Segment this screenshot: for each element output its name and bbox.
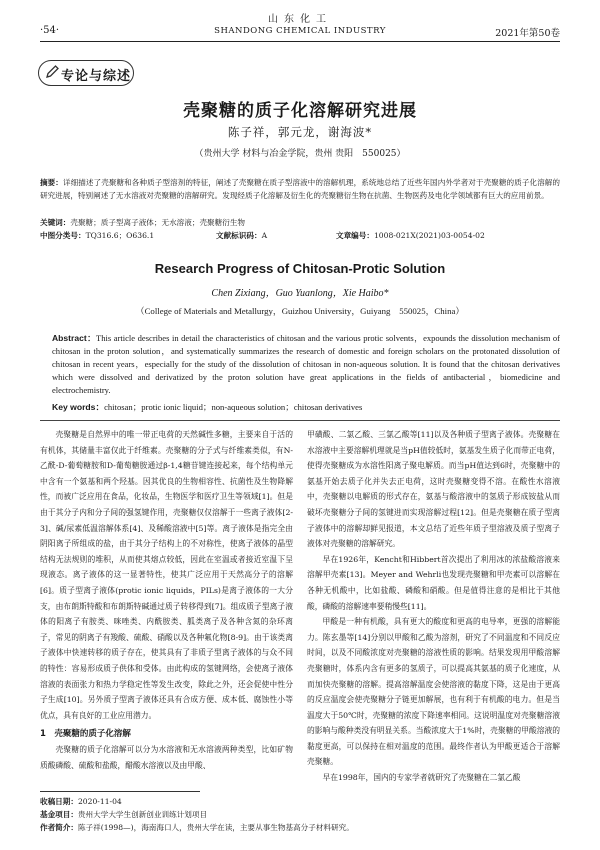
authors-cn: 陈子祥，郭元龙，谢海波* [227, 125, 373, 139]
abstract-cn-text: 详细描述了壳聚糖和各种质子型溶剂的特征，阐述了壳聚糖在质子型溶液中的溶解机理，系统地总结了近些年国内外学者对于壳聚糖的质子化溶解的研究进展，特别阐述了无水溶液对壳聚糖的溶解研究。发现经质子化溶解及衍生化的壳聚糖衍生物在抗菌、生物医药及电化学领域都有巨大的应用前景。 [40, 178, 561, 201]
author-bio-label: 作者简介： [40, 823, 78, 832]
body-column-right [307, 427, 560, 823]
column-label: 专论与综述 [61, 69, 132, 84]
body-paragraph: 壳聚糖的质子化溶解可以分为水溶液和无水溶液两种类型，比如矿物质酸磷酸、硫酸和盐酸，醋酸水溶液以及由甲酸、 [40, 745, 293, 770]
article-id [336, 230, 485, 242]
fund-info [40, 808, 560, 821]
doc-code-value: A [261, 231, 268, 240]
section-heading: 1 壳聚糖的质子化溶解 [40, 729, 131, 739]
clc-code [40, 230, 154, 242]
keywords-cn [40, 216, 560, 229]
journal-name-en: SHANDONG CHEMICAL INDUSTRY [214, 26, 386, 36]
received-value: 2020-11-04 [77, 797, 122, 806]
affiliation-en: （College of Materials and Metallurgy，Guizhou University，Guiyang 550025，China） [135, 306, 465, 316]
body-paragraph: 壳聚糖是自然界中的唯一带正电荷的天然碱性多糖，主要来自于活的有机体，其储量丰富仅此于纤维素。壳聚糖的分子式与纤维素类似，有N-乙酰-D-葡萄糖胺和D-葡萄糖胺通过β-1,4糖苷键连接起来，每个结构单元中含有一个氨基和两个羟基。因其优良的生物相容性、抗菌性及生物降解性，而被广泛应用在食品，化妆品，生物医学和医疗卫生等领域[1]。但是由于其分子内和分子间的强氢键作用，壳聚糖仅仅溶解于一些离子液体[2-3]、碱/尿素低温溶解体系[4]、及稀酸溶液中[5]等。离子液体是指完全由阴阳离子所组成的盐，由于其分子结构上的不对称性，使离子液体的晶型结构无法规则的堆积，从而使其熔点较低，因此在室温或者接近室温下呈现液态。离子液体的这一显著特性，使其广泛应用于天然高分子的溶解[6]。质子型离子液体(protic ionic liquids，PILs)是离子液体的一大分支，由布朗斯特酸和布朗斯特碱通过质子转移得到[7]。组成质子型离子液体的阳离子有胺类、咪唑类、内酰胺类、胍类离子及各种含氮的杂环离子，常见的阴离子有羧酸、硫酸、硝酸以及各种氟化物[8-9]。由于该类离子液体中快速转移的质子存在，使其具有了非质子型离子液体的与众不同的特性：容易形成质子供体和受体。由此构成的氢键网络，会使离子液体溶液的表面张力和热力学稳定性等发生改变，除此之外，还会促使中性分子生成[10]。另外质子型离子液体还具有合成方便、成本低、腐蚀性小等优点，具有良好的工业应用潜力。 [40, 430, 293, 720]
keywords-en [52, 401, 560, 413]
pen-icon [44, 64, 60, 80]
author-bio-value: 陈子祥(1998—)，海南海口人，贵州大学在读，主要从事生物基高分子材料研究。 [77, 823, 354, 832]
body-paragraph: 甲磺酸、二氯乙酸、三氯乙酸等[11]以及各种质子型离子液体。壳聚糖在水溶液中主要溶解机理就是当pH值较低时，氨基发生质子化而带正电荷，使得壳聚糖成为水溶性阳离子聚电解质。而当pH值达到6时，壳聚糖中的氨基开始去质子化并失去正电荷，这时壳聚糖变得不溶。在酸性水溶液中，壳聚糖以电解质的形式存在，氨基与酸溶液中的氢质子形成铵盐从而破坏壳聚糖分子间的氢键进而实现溶解过程[12]。但是壳聚糖在质子型离子液体中的溶解却鲜见报道，本文总结了近些年质子型溶液及质子型离子液体对壳聚糖的溶解研究。 [307, 430, 560, 549]
doc-code-label: 文献标识码： [216, 231, 262, 240]
authors-en: Chen Zixiang，Guo Yuanlong，Xie Haibo* [211, 288, 389, 299]
section-body [40, 742, 293, 773]
abstract-en-label: Abstract： [52, 333, 97, 343]
article-title-en: Research Progress of Chitosan-Protic Solution [154, 261, 446, 276]
issue-label: 2021年第50卷 [495, 28, 560, 39]
keywords-cn-label: 关键词： [40, 218, 71, 227]
fund-value: 贵州大学大学生创新创业训练计划项目 [77, 810, 208, 819]
column-badge [38, 60, 134, 86]
footnotes [40, 795, 560, 834]
footnote-divider [40, 791, 200, 792]
article-id-value: 1008-021X(2021)03-0054-02 [373, 231, 485, 240]
abstract-cn-label: 摘要： [40, 178, 63, 187]
running-header [40, 8, 560, 42]
abstract-cn [40, 176, 560, 203]
keywords-cn-text: 壳聚糖；质子型离子液体；无水溶液；壳聚糖衍生物 [70, 218, 246, 227]
affiliation-cn: （贵州大学 材料与冶金学院，贵州 贵阳 550025） [194, 149, 406, 159]
body-paragraph: 早在1998年，国内的专家学者就研究了壳聚糖在二氯乙酸 [322, 773, 521, 783]
abstract-en [52, 332, 560, 397]
page-number: ·54· [40, 25, 60, 36]
fund-label: 基金项目： [40, 810, 78, 819]
author-bio [40, 821, 560, 834]
body-column-left [40, 427, 293, 739]
journal-name-cn: 山东化工 [268, 14, 332, 25]
doc-code [216, 230, 267, 242]
journal-name [40, 10, 560, 36]
article-title-cn: 壳聚糖的质子化溶解研究进展 [183, 101, 417, 121]
article-id-label: 文章编号： [336, 231, 374, 240]
keywords-en-text: chitosan；protic ionic liquid；non-aqueous solution；chitosan derivatives [104, 402, 363, 412]
keywords-en-label: Key words： [52, 402, 105, 412]
clc-value: TQ316.6；O636.1 [85, 231, 155, 240]
received-date [40, 795, 560, 808]
abstract-en-text: This article describes in detail the characteristics of chitosan and the various protic solvents，expounds the dissolution mechanism of chitosan in the proton solution，and systematically summarizes the research of domestic and foreign scholars on the protonated dissolution of chitosan in recent years，especially for the study of the dissolution of chitosan in non-aqueous solution. It is found that the chitosan derivatives which were dissolved and derivatized by the proton solution have great applications in the fields of antibacterial，biomedicine and electrochemistry. [52, 333, 560, 396]
body-paragraph: 早在1926年，Kencht和Hibbert首次提出了利用冰的浓盐酸溶液来溶解甲壳素[13]。Meyer and Wehrli也发现壳聚糖和甲壳素可以溶解在各种无机酸中，比如盐酸、磷酸和硝酸。但是值得注意的是相比于其他酸，磷酸的溶解速率要稍慢些[11]。 [307, 554, 560, 611]
body-paragraph: 甲酸是一种有机酸，具有更大的酸度和更高的电导率，更强的溶解能力。陈玄墨等[14]分别以甲酸和乙酸为溶剂，研究了不同温度和不同反应时间，以及不同酸浓度对壳聚糖的溶液性质的影响。结果发现用甲酸溶解壳聚糖时，体系内含有更多的氢质子，可以提高其氨基的质子化速度，从而加快壳聚糖的溶解。提高溶解温度会使溶液的黏度下降，这是由于更高的反应温度会使壳聚糖分子链更加解展，也有利于有机酸的电力。但是当温度大于50℃时，壳聚糖的浓度下降速率相同。这说明温度对壳聚糖溶液的影响与酸种类没有明显关系。当酸浓度大于1%时，壳聚糖的甲酸溶液的黏度更高，可以保持在相对温度的范围。最终作者认为甲酸更适合于溶解壳聚糖。 [307, 617, 560, 767]
clc-label: 中图分类号： [40, 231, 86, 240]
received-label: 收稿日期： [40, 797, 78, 806]
body-divider [40, 420, 560, 421]
